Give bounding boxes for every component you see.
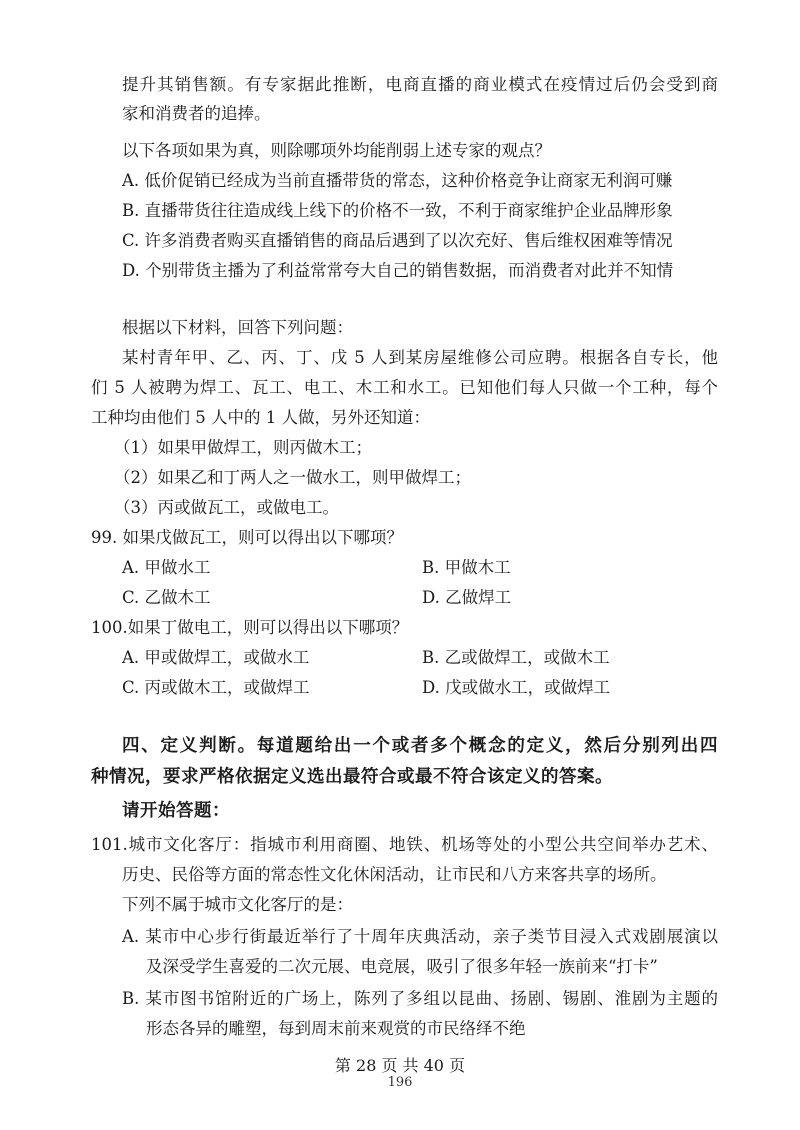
material-line: 工种均由他们 5 人中的 1 人做，另外还知道：	[91, 408, 430, 427]
passage-line: 家和消费者的追捧。	[122, 104, 271, 123]
q101-option-b: 形态各异的雕塑，每到周末前来观赏的市民络绎不绝	[146, 1019, 526, 1038]
condition-1: （1）如果甲做焊工，则丙做木工；	[114, 438, 372, 457]
q99-option-c: C. 乙做木工	[122, 588, 211, 607]
q100-option-b: B. 乙或做焊工，或做木工	[422, 648, 610, 667]
q99-option-b: B. 甲做木工	[422, 558, 511, 577]
question-99-stem: 99. 如果戊做瓦工，则可以得出以下哪项？	[91, 528, 403, 547]
q99-option-d: D. 乙做焊工	[422, 588, 512, 607]
q99-option-a: A. 甲做水工	[122, 558, 211, 577]
material-line: 们 5 人被聘为焊工、瓦工、电工、木工和水工。已知他们每人只做一个工种，每个	[91, 378, 718, 397]
q101-option-a: A. 某市中心步行街最近举行了十周年庆典活动，亲子类节目浸入式戏剧展演以	[122, 927, 718, 946]
question-101-stem: 101.城市文化客厅：指城市利用商圈、地铁、机场等处的小型公共空间举办艺术、	[91, 835, 718, 854]
option-c: C. 许多消费者购买直播销售的商品后遇到了以次充好、售后维权困难等情况	[122, 231, 673, 250]
question-text: 下列不属于城市文化客厅的是：	[122, 895, 353, 914]
option-a: A. 低价促销已经成为当前直播带货的常态，这种价格竞争让商家无利润可赚	[122, 171, 673, 190]
condition-2: （2）如果乙和丁两人之一做水工，则甲做焊工；	[114, 468, 471, 487]
material-intro: 根据以下材料，回答下列问题：	[122, 318, 353, 337]
q100-option-c: C. 丙或做木工，或做焊工	[122, 678, 310, 697]
question-text: 以下各项如果为真，则除哪项外均能削弱上述专家的观点？	[122, 141, 551, 160]
page-sub-number: 196	[387, 1075, 413, 1090]
q100-option-d: D. 戊或做水工，或做焊工	[422, 678, 611, 697]
question-100-stem: 100.如果丁做电工，则可以得出以下哪项？	[91, 618, 409, 637]
start-label: 请开始答题：	[122, 801, 230, 821]
q101-option-a: 及深受学生喜爱的二次元展、电竞展，吸引了很多年轻一族前来“打卡”	[146, 957, 658, 976]
option-b: B. 直播带货往往造成线上线下的价格不一致，不利于商家维护企业品牌形象	[122, 201, 673, 220]
material-line: 某村青年甲、乙、丙、丁、戊 5 人到某房屋维修公司应聘。根据各自专长，他	[122, 348, 718, 367]
section-heading: 四、定义判断。每道题给出一个或者多个概念的定义，然后分别列出四	[122, 736, 718, 756]
option-d: D. 个别带货主播为了利益常常夸大自己的销售数据，而消费者对此并不知情	[122, 261, 674, 280]
q101-option-b: B. 某市图书馆附近的广场上，陈列了多组以昆曲、扬剧、锡剧、淮剧为主题的	[122, 989, 718, 1008]
condition-3: （3）丙或做瓦工，或做电工。	[114, 498, 339, 517]
question-101-stem: 历史、民俗等方面的常态性文化休闲活动，让市民和八方来客共享的场所。	[122, 865, 667, 884]
section-heading: 种情况，要求严格依据定义选出最符合或最不符合该定义的答案。	[91, 767, 613, 787]
passage-line: 提升其销售额。有专家据此推断，电商直播的商业模式在疫情过后仍会受到商	[122, 75, 718, 94]
q100-option-a: A. 甲或做焊工，或做水工	[122, 648, 310, 667]
page-number: 第 28 页 共 40 页	[334, 1056, 466, 1075]
